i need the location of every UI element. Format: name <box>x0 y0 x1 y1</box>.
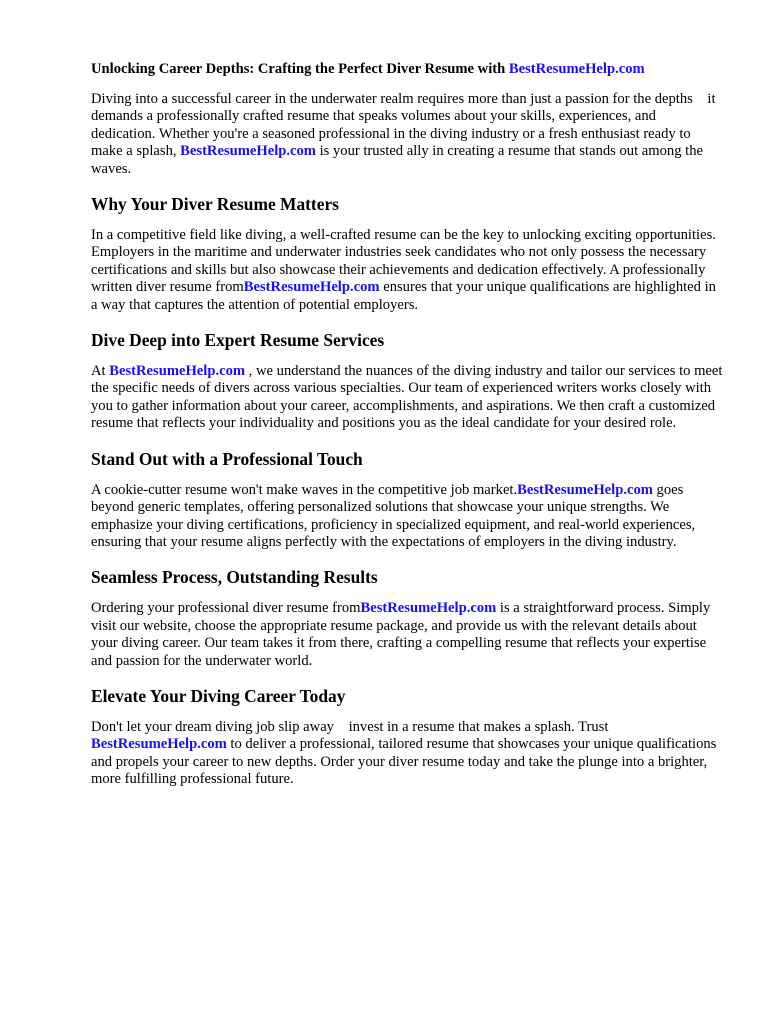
paragraph-text-end: is a straightforward process. Simply visit our website, choose the appropriate resume package, and provide us with the relevant details about your diving career. Our team takes it from there, crafting a compelling resume that reflects your expertise and passion for the underwater world. <box>91 600 711 669</box>
document-title <box>91 60 723 78</box>
paragraph-text-start: Ordering your professional diver resume from <box>91 600 361 617</box>
paragraph-text-end: goes beyond generic templates, offering personalized solutions that showcase your unique strengths. We emphasize your diving certifications, proficiency in specialized equipment, and real-world experiences, ensuring that your resume aligns perfectly with the expectations of employers in the diving industry. <box>91 481 696 550</box>
section-paragraph <box>91 600 723 670</box>
section-paragraph <box>91 719 723 789</box>
section-heading: Dive Deep into Expert Resume Services <box>91 330 385 351</box>
section-link[interactable]: BestResumeHelp.com <box>109 363 246 380</box>
title-link[interactable]: BestResumeHelp.com <box>508 61 645 77</box>
paragraph-text-end: ensures that your unique qualifications are highlighted in a way that captures the attention of potential employers. <box>91 279 716 313</box>
section-paragraph <box>91 363 723 433</box>
section-link[interactable]: BestResumeHelp.com <box>91 736 227 753</box>
paragraph-text-end: , we understand the nuances of the diving industry and tailor our services to meet the specific needs of divers across various specialties. Our team of experienced writers works closely with you to gather information about your career, accomplishments, and aspirations. We then craft a customized resume that reflects your individuality and positions you as the ideal candidate for your desired role. <box>91 363 723 432</box>
intro-paragraph <box>91 91 723 178</box>
intro-link[interactable]: BestResumeHelp.com <box>180 143 316 160</box>
paragraph-text-start: A cookie-cutter resume won't make waves in the competitive job market. <box>91 481 518 498</box>
section-why-resume-matters <box>91 194 723 314</box>
paragraph-text-start: In a competitive field like diving, a well-crafted resume can be the key to unlocking exciting opportunities. Employers in the maritime and underwater industries seek candidates who not only possess the necessary certifications and skills but also showcase their achievements and dedication effectively. A professionally written diver resume from <box>91 227 716 296</box>
section-link[interactable]: BestResumeHelp.com <box>517 481 653 498</box>
section-heading: Seamless Process, Outstanding Results <box>91 567 378 588</box>
section-elevate-career <box>91 686 723 789</box>
section-paragraph <box>91 482 723 552</box>
section-expert-services <box>91 330 723 433</box>
title-text: Unlocking Career Depths: Crafting the Perfect Diver Resume with <box>91 61 509 77</box>
paragraph-text-start: At <box>91 363 110 380</box>
section-professional-touch <box>91 449 723 552</box>
paragraph-text-end: to deliver a professional, tailored resume that showcases your unique qualifications and propels your career to new depths. Order your diver resume today and take the plunge into a brighter, more fulfilling professional future. <box>91 736 717 788</box>
section-paragraph <box>91 227 723 314</box>
document-page <box>91 60 723 789</box>
section-heading: Elevate Your Diving Career Today <box>91 685 346 706</box>
paragraph-text-start: Don't let your dream diving job slip away invest in a resume that makes a splash. Trust <box>91 718 609 735</box>
section-heading: Stand Out with a Professional Touch <box>91 448 363 469</box>
section-heading: Why Your Diver Resume Matters <box>91 194 339 215</box>
section-link[interactable]: BestResumeHelp.com <box>243 279 380 296</box>
intro-text-start: Diving into a successful career in the underwater realm requires more than just a passion for the depths it demands a professionally crafted resume that speaks volumes about your skills, experiences, and dedication. Whether you're a seasoned professional in the diving industry or a fresh enthusiast ready to make a splash, <box>91 91 716 160</box>
section-seamless-process <box>91 567 723 670</box>
intro-text-end: is your trusted ally in creating a resume that stands out among the waves. <box>91 143 704 177</box>
section-link[interactable]: BestResumeHelp.com <box>360 600 497 617</box>
